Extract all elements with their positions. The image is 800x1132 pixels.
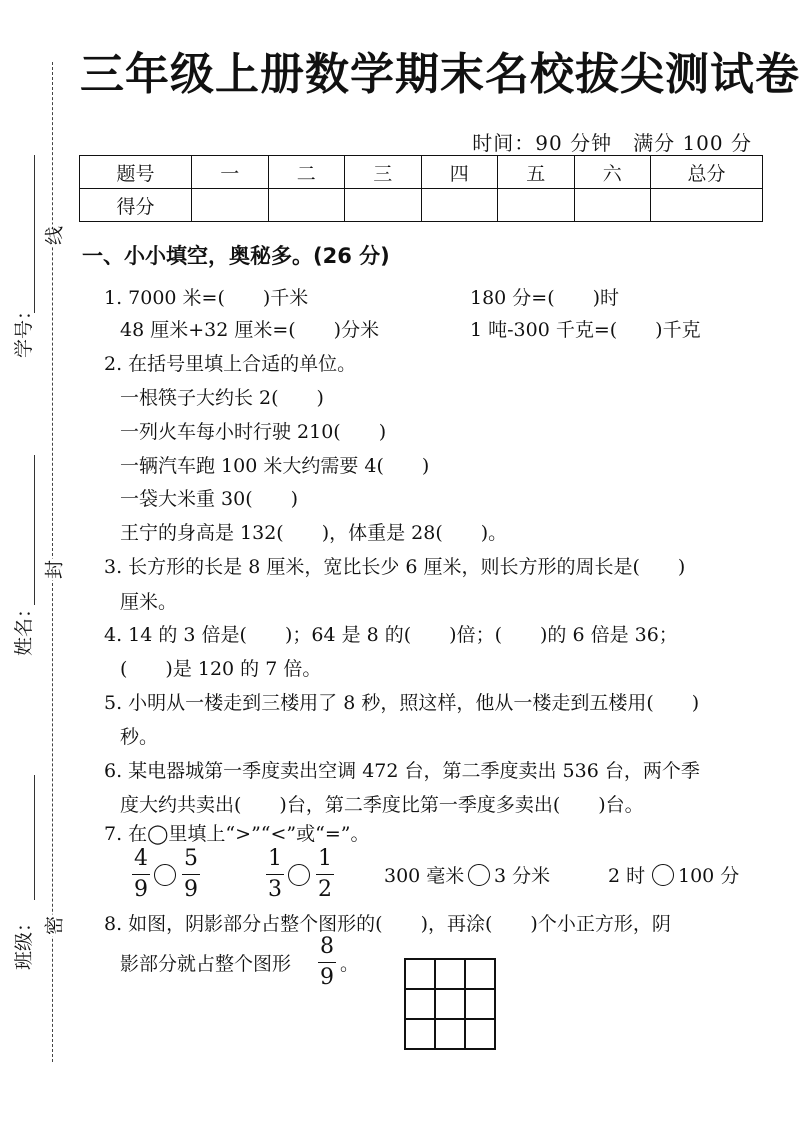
score-cell[interactable] [268, 189, 345, 222]
header-cell: 题号 [80, 156, 192, 189]
compare-right-100min: 100 分 [678, 865, 740, 887]
question-8a: 8. 如图，阴影部分占整个图形的( )，再涂( )个小正方形，阴 [104, 913, 671, 935]
compare-circle[interactable] [468, 864, 490, 886]
fraction-numerator: 5 [184, 846, 198, 871]
fraction-numerator: 8 [320, 934, 334, 959]
question-4a: 4. 14 的 3 倍是( )；64 是 8 的( )倍；( )的 6 倍是 36； [104, 624, 678, 646]
header-cell: 一 [192, 156, 269, 189]
question-6b: 度大约共卖出( )台，第二季度比第一季度多卖出( )台。 [120, 794, 644, 816]
question-5a: 5. 小明从一楼走到三楼用了 8 秒，照这样，他从一楼走到五楼用( ) [104, 692, 700, 714]
student-id-underline [34, 155, 35, 313]
fraction-denominator: 9 [134, 877, 148, 902]
header-cell: 三 [345, 156, 422, 189]
page-title: 三年级上册数学期末名校拔尖测试卷 [80, 49, 800, 100]
question-3a: 3. 长方形的长是 8 厘米，宽比长少 6 厘米，则长方形的周长是( ) [104, 556, 686, 578]
score-cell[interactable] [421, 189, 498, 222]
question-2a: 一根筷子大约长 2( ) [120, 387, 324, 409]
question-2: 2. 在括号里填上合适的单位。 [104, 353, 357, 375]
header-cell: 四 [421, 156, 498, 189]
compare-left-300mm: 300 毫米 [384, 865, 465, 887]
fraction-denominator: 9 [184, 877, 198, 902]
compare-circle[interactable] [652, 864, 674, 886]
score-table-score-row [80, 189, 763, 222]
fraction-1-3 [262, 846, 288, 903]
seal-char-line: 线 [40, 225, 67, 247]
question-8b-end: 。 [340, 953, 360, 975]
fraction-denominator: 3 [268, 877, 282, 902]
name-underline [34, 455, 35, 605]
header-cell: 六 [574, 156, 651, 189]
fraction-5-9 [178, 846, 204, 903]
question-3b: 厘米。 [120, 591, 178, 613]
score-cell[interactable] [651, 189, 763, 222]
question-1b: 180 分=( )时 [470, 287, 620, 309]
compare-left-2h: 2 时 [608, 865, 646, 887]
fraction-denominator: 2 [318, 877, 332, 902]
question-1d: 1 吨-300 千克=( )千克 [470, 319, 701, 341]
score-cell[interactable] [192, 189, 269, 222]
question-2b: 一列火车每小时行驶 210( ) [120, 421, 387, 443]
class-label: 班级： [13, 912, 35, 970]
question-1a: 1. 7000 米=( )千米 [104, 287, 309, 309]
fraction-1-2 [312, 846, 338, 903]
score-cell[interactable] [574, 189, 651, 222]
fraction-denominator: 9 [320, 965, 334, 990]
question-1c: 48 厘米+32 厘米=( )分米 [120, 319, 380, 341]
fraction-8-9 [314, 934, 340, 991]
name-label: 姓名： [13, 598, 35, 656]
question-6a: 6. 某电器城第一季度卖出空调 472 台，第二季度卖出 536 台，两个季 [104, 760, 700, 782]
header-cell: 五 [498, 156, 575, 189]
question-2c: 一辆汽车跑 100 米大约需要 4( ) [120, 455, 430, 477]
question-2e: 王宁的身高是 132( )，体重是 28( )。 [120, 522, 508, 544]
score-table-header-row [80, 156, 763, 189]
question-4b: ( )是 120 的 7 倍。 [120, 658, 322, 680]
question-2d: 一袋大米重 30( ) [120, 488, 299, 510]
seal-char-secret: 密 [40, 915, 67, 937]
seal-char-seal: 封 [40, 559, 67, 581]
class-underline [34, 775, 35, 900]
fraction-4-9 [128, 846, 154, 903]
question-7: 7. 在◯里填上“>”“<”或“=”。 [104, 823, 370, 845]
compare-circle[interactable] [288, 864, 310, 886]
score-cell[interactable] [345, 189, 422, 222]
section-heading: 一、小小填空，奥秘多。(26 分) [82, 244, 390, 268]
header-cell: 二 [268, 156, 345, 189]
question-5b: 秒。 [120, 726, 159, 748]
square-grid-figure [404, 958, 496, 1050]
time-and-score-info: 时间：90 分钟 满分 100 分 [472, 131, 752, 155]
fraction-numerator: 1 [318, 846, 332, 871]
score-cell[interactable] [498, 189, 575, 222]
score-table [79, 155, 763, 222]
score-row-label: 得分 [80, 189, 192, 222]
header-cell: 总分 [651, 156, 763, 189]
fraction-numerator: 1 [268, 846, 282, 871]
fraction-numerator: 4 [134, 846, 148, 871]
compare-circle[interactable] [154, 864, 176, 886]
question-8b: 影部分就占整个图形 [120, 953, 292, 975]
compare-right-3dm: 3 分米 [494, 865, 551, 887]
student-id-label: 学号： [13, 300, 35, 358]
